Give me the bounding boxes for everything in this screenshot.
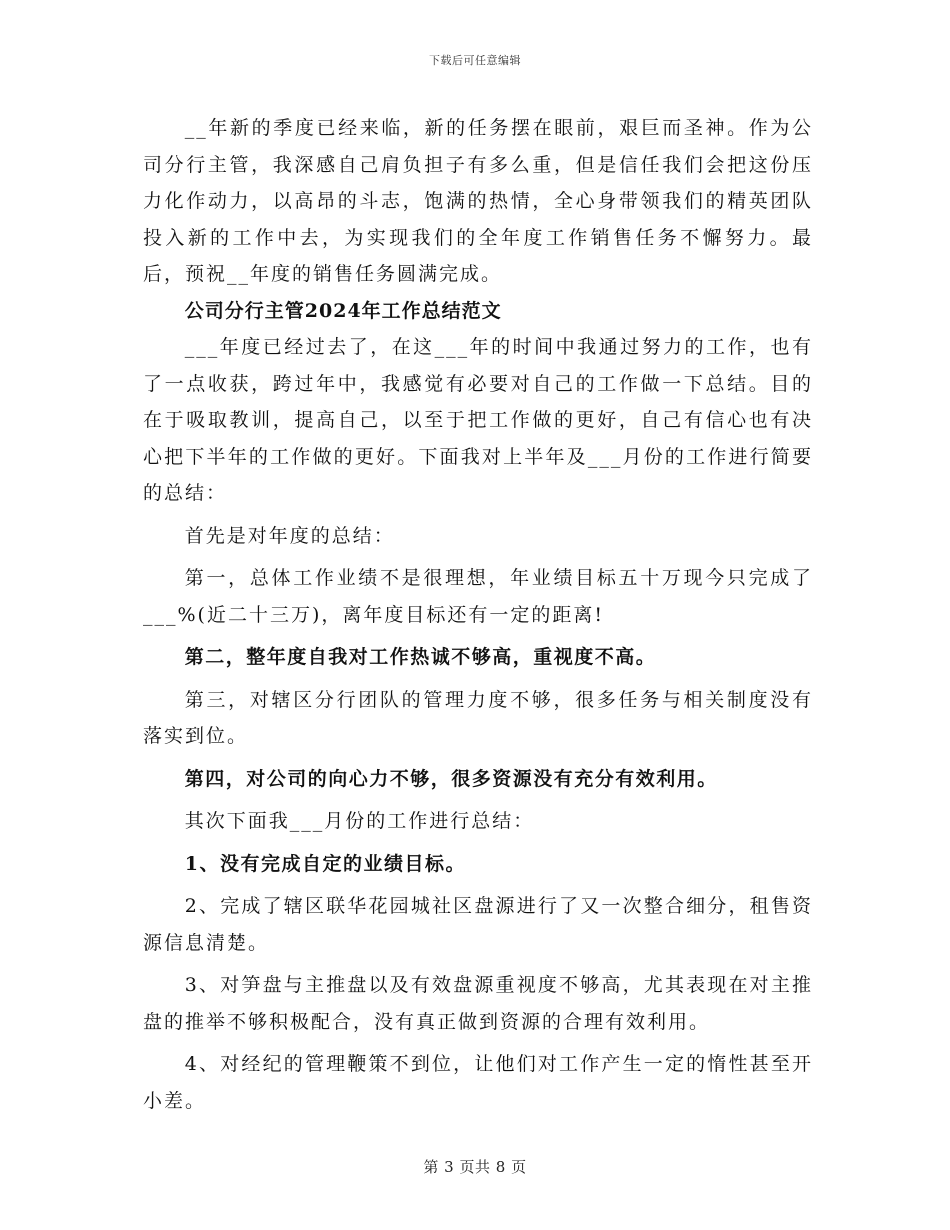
page-footer: 第 3 页共 8 页 (423, 1158, 527, 1176)
paragraph-monthly-summary-heading: 其次下面我___月份的工作进行总结： (184, 810, 535, 832)
document-body (143, 110, 813, 1119)
list-item-1: 1、没有完成自定的业绩目标。 (184, 852, 467, 875)
list-item-3: 3、对笋盘与主推盘以及有效盘源重视度不够高，尤其表现在对主推盘的推举不够积极配合，没有真正做到资源的合理有效利用。 (143, 974, 813, 1033)
document-title: 公司分行主管2024年工作总结范文 (184, 299, 502, 322)
paragraph-point-1: 第一，总体工作业绩不是很理想，年业绩目标五十万现今只完成了___%(近二十三万)，离年度目标还有一定的距离! (143, 567, 813, 626)
paragraph-point-2: 第二，整年度自我对工作热诚不够高，重视度不高。 (184, 646, 657, 668)
list-item-4: 4、对经纪的管理鞭策不到位，让他们对工作产生一定的惰性甚至开小差。 (143, 1053, 813, 1112)
page-header: 下载后可任意编辑 (429, 54, 521, 67)
intro-paragraph: __年新的季度已经来临，新的任务摆在眼前，艰巨而圣神。作为公司分行主管，我深感自己肩负担子有多么重，但是信任我们会把这份压力化作动力，以高昂的斗志，饱满的热情，全心身带领我们的精英团队投入新的工作中去，为实现我们的全年度工作销售任务不懈努力。最后，预祝__年度的销售任务圆满完成。 (143, 117, 813, 285)
paragraph-summary-intro: ___年度已经过去了，在这___年的时间中我通过努力的工作，也有了一点收获，跨过年中，我感觉有必要对自己的工作做一下总结。目的在于吸取教训，提高自己，以至于把工作做的更好，自己有信心也有决心把下半年的工作做的更好。下面我对上半年及___月份的工作进行简要的总结： (143, 336, 813, 504)
paragraph-point-4: 第四，对公司的向心力不够，很多资源没有充分有效利用。 (184, 767, 718, 790)
paragraph-annual-summary-heading: 首先是对年度的总结： (184, 524, 395, 547)
list-item-2: 2、完成了辖区联华花园城社区盘源进行了又一次整合细分，租售资源信息清楚。 (143, 895, 813, 954)
paragraph-point-3: 第三，对辖区分行团队的管理力度不够，很多任务与相关制度没有落实到位。 (143, 688, 813, 747)
